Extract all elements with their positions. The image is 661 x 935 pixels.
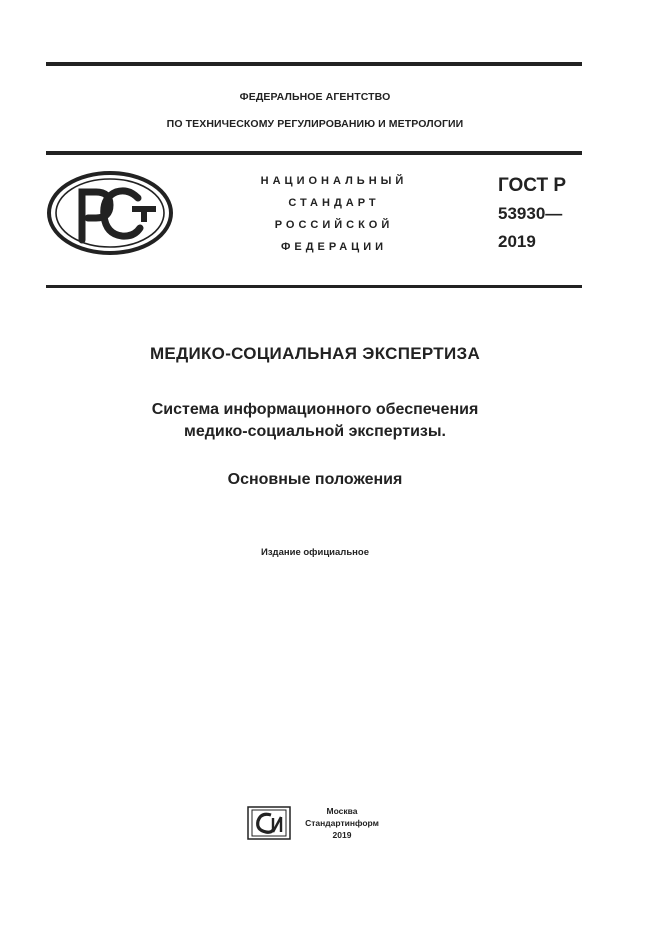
edition-note: Издание официальное xyxy=(261,547,369,558)
publisher-name: Стандартинформ xyxy=(305,818,379,828)
top-rule xyxy=(46,62,582,66)
standard-type-line-2: СТАНДАРТ xyxy=(288,197,380,209)
designation-year: 2019 xyxy=(498,232,536,251)
publisher-info xyxy=(292,805,392,841)
standard-designation xyxy=(498,172,566,256)
subtitle-line-2: медико-социальной экспертизы. xyxy=(184,423,446,440)
document-main-title: МЕДИКО-СОЦИАЛЬНАЯ ЭКСПЕРТИЗА xyxy=(149,344,481,363)
designation-number: 53930— xyxy=(498,204,563,223)
header-divider-rule xyxy=(46,151,582,155)
standard-block-bottom-rule xyxy=(46,285,582,288)
publisher-city: Москва xyxy=(326,806,358,816)
document-subtitle xyxy=(0,399,630,443)
agency-line-2: ПО ТЕХНИЧЕСКОМУ РЕГУЛИРОВАНИЮ И МЕТРОЛОГИИ xyxy=(166,118,464,130)
standartinform-logo-icon xyxy=(247,806,291,840)
standard-type-block xyxy=(250,170,418,258)
subtitle-line-1: Система информационного обеспечения xyxy=(151,401,479,418)
agency-line-1: ФЕДЕРАЛЬНОЕ АГЕНТСТВО xyxy=(239,91,391,103)
standard-type-line-1: НАЦИОНАЛЬНЫЙ xyxy=(260,175,408,187)
rst-gost-emblem-icon xyxy=(46,170,174,256)
standard-type-line-3: РОССИЙСКОЙ xyxy=(274,219,394,231)
designation-prefix: ГОСТ Р xyxy=(498,175,567,196)
subtitle-line-3: Основные положения xyxy=(227,471,403,488)
publisher-year: 2019 xyxy=(332,830,352,840)
standard-type-line-4: ФЕДЕРАЦИИ xyxy=(280,241,388,253)
